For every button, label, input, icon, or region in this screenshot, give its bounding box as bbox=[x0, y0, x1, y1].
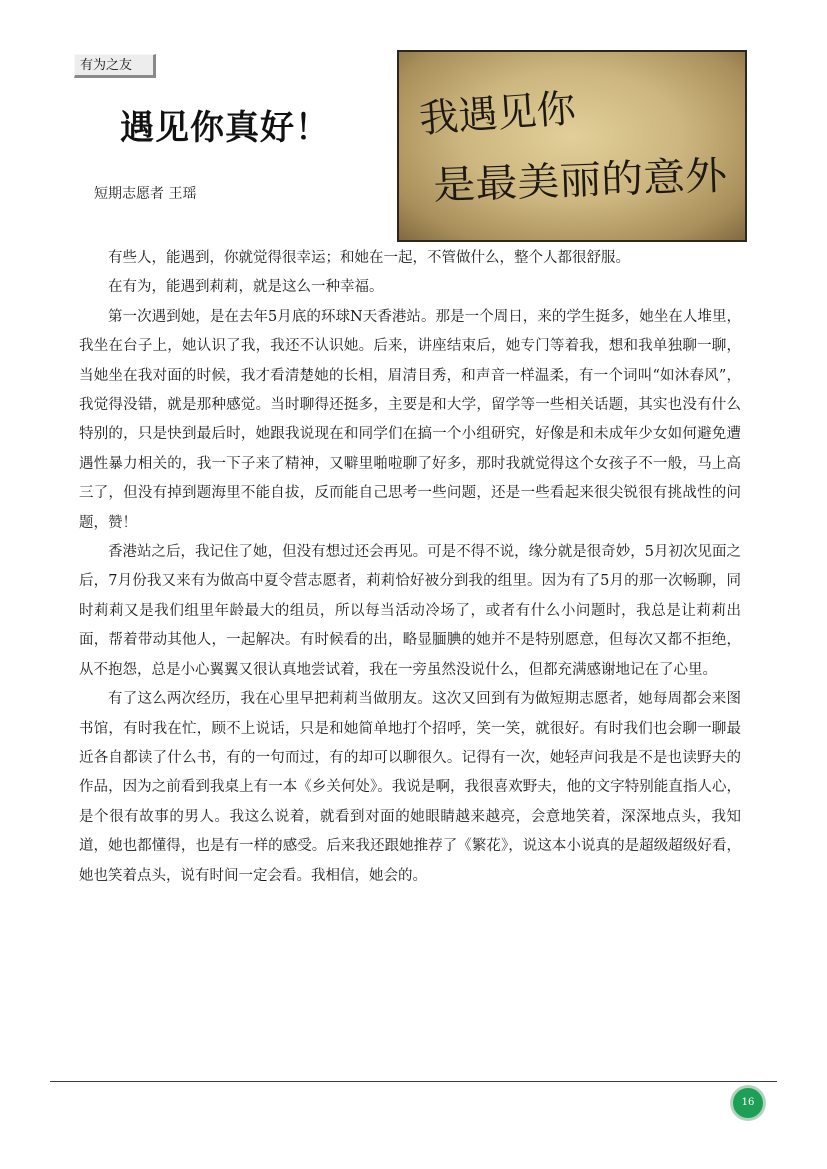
paragraph: 有些人，能遇到，你就觉得很幸运；和她在一起，不管做什么，整个人都很舒服。 bbox=[108, 250, 630, 266]
article-title: 遇见你真好！ bbox=[120, 108, 330, 148]
paragraph: 在有为，能遇到莉莉，就是这么一种幸福。 bbox=[108, 279, 384, 296]
paragraph: 香港站之后，我记住了她，但没有想过还会再见。可是不得不说，缘分就是很奇妙，5月初次见面之后，7月份我又来有为做高中夏令营志愿者，莉莉恰好被分到我的组里。因为有了5月的那一次畅聊，同时莉莉又是我们组里年龄最大的组员，所以每当活动冷场了，或者有什么小问题时，我总是让莉莉出面，帮着带动其他人，一起解决。有时候看的出，略显腼腆的她并不是特别愿意，但每次又都不拒绝，从不抱怨，总是小心翼翼又很认真地尝试着，我在一旁虽然没说什么，但都充满感谢地记在了心里。 bbox=[79, 544, 741, 678]
section-tag: 有为之友 bbox=[74, 54, 156, 78]
footer-divider bbox=[50, 1081, 777, 1082]
handwriting-svg bbox=[399, 52, 745, 240]
paragraph: 第一次遇到她，是在去年5月底的环球N天香港站。那是一个周日，来的学生挺多，她坐在人堆里，我坐在台子上，她认识了我，我还不认识她。后来，讲座结束后，她专门等着我，想和我单独聊一聊，当她坐在我对面的时候，我才看清楚她的长相，眉清目秀，和声音一样温柔，有一个词叫“如沐春风”，我觉得没错，就是那种感觉。当时聊得还挺多，主要是和大学，留学等一些相关话题，其实也没有什么特别的，只是快到最后时，她跟我说现在和同学们在搞一个小组研究，好像是和未成年少女如何避免遭遇性暴力相关的，我一下子来了精神，又噼里啪啦聊了好多，那时我就觉得这个女孩子不一般，马上高三了，但没有掉到题海里不能自拔，反而能自己思考一些问题，还是一些看起来很尖锐很有挑战性的问题，赞！ bbox=[79, 308, 741, 531]
photo-caption-line1: 我遇见你 bbox=[417, 86, 578, 143]
author-byline: 短期志愿者 王瑶 bbox=[94, 186, 197, 202]
paragraph: 有了这么两次经历，我在心里早把莉莉当做朋友。这次又回到有为做短期志愿者，她每周都会来图书馆，有时我在忙，顾不上说话，只是和她简单地打个招呼，笑一笑，就很好。有时我们也会聊一聊最近各自都读了什么书，有的一句而过，有的却可以聊很久。记得有一次，她轻声问我是不是也读野夫的作品，因为之前看到我桌上有一本《乡关何处》。我说是啊，我很喜欢野夫，他的文字特别能直指人心，是个很有故事的男人。我这么说着，就看到对面的她眼睛越来越亮，会意地笑着，深深地点头，我知道，她也都懂得，也是有一样的感受。后来我还跟她推荐了《繁花》，说这本小说真的是超级超级好看，她也笑着点头，说有时间一定会看。我相信，她会的。 bbox=[79, 691, 741, 884]
photo-caption-line2: 是最美丽的意外 bbox=[432, 154, 709, 209]
page-number-badge: 16 bbox=[731, 1086, 765, 1120]
article-body bbox=[79, 244, 741, 891]
handwriting-photo bbox=[397, 50, 747, 242]
